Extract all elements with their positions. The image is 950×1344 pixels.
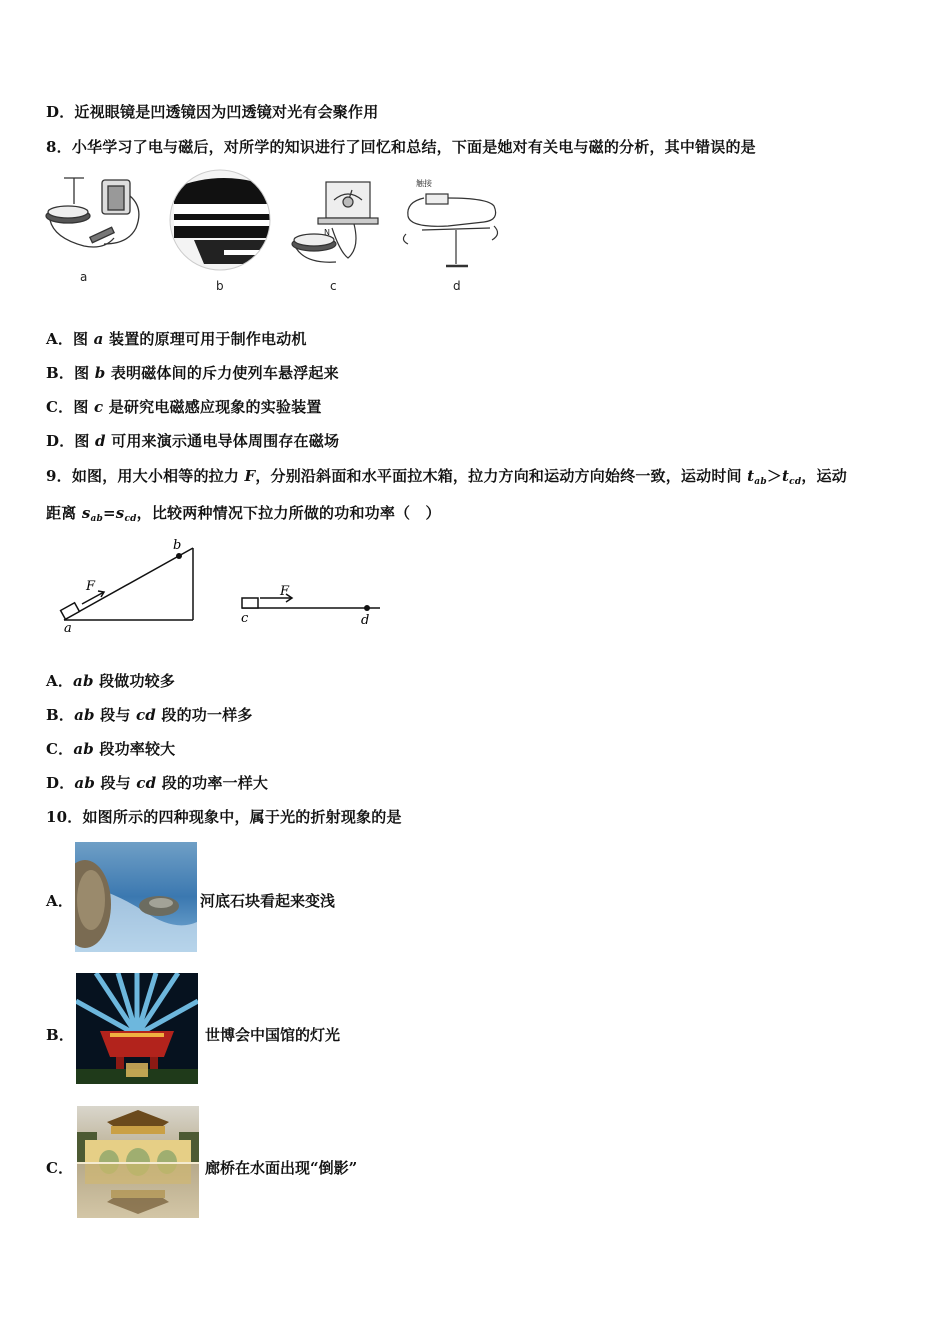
q10-option-a-letter: A． [46,892,74,910]
q8-figure-b [164,168,284,278]
q8-stem: 8．小华学习了电与磁后，对所学的知识进行了回忆和总结，下面是她对有关电与磁的分析，其中错误的是 [46,138,756,156]
q10-option-b-caption: 世博会中国馆的灯光 [205,1026,341,1044]
q10-photo-bridge-reflection [77,1106,199,1218]
q9-point-d-dot [364,605,370,611]
q8-figure-label-a: a [80,270,88,284]
q7-option-d: D．近视眼镜是凹透镜因为凹透镜对光有会聚作用 [46,103,379,121]
q9-option-c: C．ab 段功率较大 [46,740,176,758]
q9-stem-line1: 9．如图，用大小相等的拉力 F，分别沿斜面和水平面拉木箱，拉力方向和运动方向始终一致，运动时间 $t_{ab}>t_{cd}$，运动 [46,467,847,487]
q9-point-b: b [173,538,182,553]
q10-option-c-letter: C． [46,1159,74,1177]
q8-figure-label-b: b [216,279,224,293]
q8-option-b: B．图 b 表明磁体间的斥力使列车悬浮起来 [46,364,339,382]
q9-force-label-2: F [280,584,290,599]
q8-figure-d [403,194,497,266]
q8-option-d: D．图 d 可用来演示通电导体周围存在磁场 [46,432,340,450]
q9-figure [56,536,396,636]
q8-figure-c-N: N [324,228,330,237]
q9-point-d: d [361,613,370,628]
q8-option-a: A．图 a 装置的原理可用于制作电动机 [46,330,307,348]
q10-photo-china-pavilion [76,973,198,1084]
q8-figure-d-text: 触接 [416,179,432,188]
q10-option-c-caption: 廊桥在水面出现“倒影” [205,1159,358,1177]
q9-force-label-1: F [86,579,96,594]
q10-stem: 10．如图所示的四种现象中，属于光的折射现象的是 [46,808,402,826]
q8-figure-row [44,168,514,298]
q9-option-b: B．ab 段与 cd 段的功一样多 [46,706,253,724]
q9-point-a: a [64,621,72,636]
q9-option-a: A．ab 段做功较多 [46,672,176,690]
q10-option-b-letter: B． [46,1026,75,1044]
q9-stem-line2: 距离 $s_{ab}=s_{cd}$，比较两种情况下拉力所做的功和功率（ ） [46,504,441,524]
q9-point-b-dot [176,553,182,559]
q8-figure-label-d: d [453,279,461,293]
q9-option-d: D．ab 段与 cd 段的功率一样大 [46,774,269,792]
q8-figure-label-c: c [330,279,337,293]
q10-photo-riverbed-stone [75,842,197,952]
q9-point-c: c [241,611,249,626]
q8-option-c: C．图 c 是研究电磁感应现象的实验装置 [46,398,322,416]
q10-option-a-caption: 河底石块看起来变浅 [200,892,336,910]
q8-figure-c [292,182,378,262]
q8-figure-a [46,178,139,247]
